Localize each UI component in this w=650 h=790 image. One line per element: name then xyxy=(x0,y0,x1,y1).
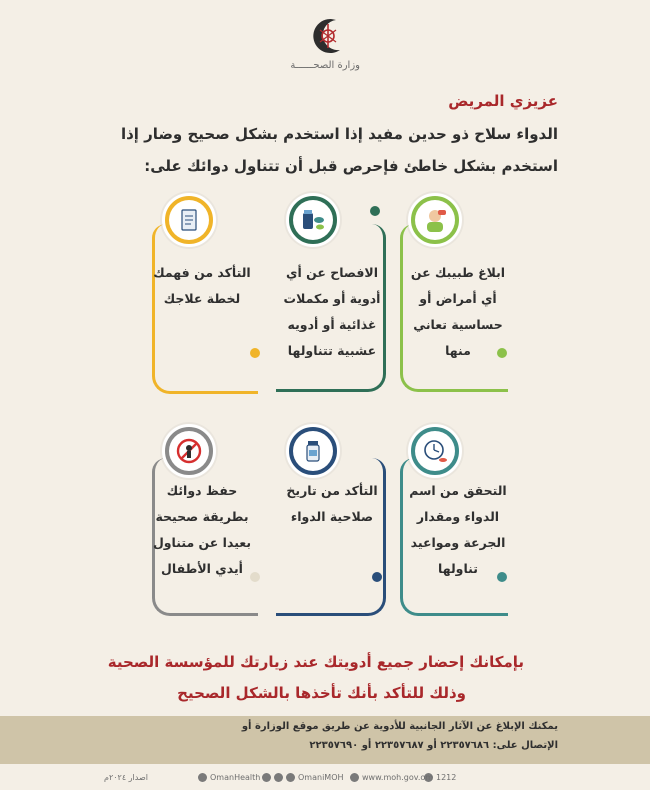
card-badge xyxy=(408,193,462,247)
report-text-line2: الإتصال على: ٢٢٣٥٧٦٨٦ أو ٢٢٣٥٧٦٨٧ أو ٢٢٣٥٧٦٩٠ xyxy=(309,740,558,751)
card-text: التأكد من فهمك لخطة علاجك xyxy=(153,265,251,306)
issue-date xyxy=(104,773,148,782)
crescent-emblem-icon xyxy=(306,14,350,58)
treatment-plan-icon xyxy=(174,205,204,235)
issue-text: اصدار ٢٠٢٤م xyxy=(104,773,148,782)
globe-icon xyxy=(350,773,359,782)
card-text: حفظ دوائك بطريقة صحيحة بعيدا عن متناول أيدي الأطفال xyxy=(152,483,252,576)
no-children-icon xyxy=(174,436,204,466)
social-handle-text: OmanHealth xyxy=(210,773,261,782)
ministry-name: وزارة الصحــــــة xyxy=(290,60,360,71)
instagram-icon xyxy=(286,773,295,782)
card-badge xyxy=(286,424,340,478)
card-badge xyxy=(286,193,340,247)
card-dot xyxy=(250,348,260,358)
card-badge xyxy=(408,424,462,478)
card-dot xyxy=(370,206,380,216)
social-handle-health[interactable] xyxy=(198,773,260,782)
card-badge xyxy=(162,424,216,478)
social-handle-moh[interactable] xyxy=(262,773,344,782)
card-badge xyxy=(162,193,216,247)
card-text: التحقق من اسم الدواء ومقدار الجرعة ومواعيد تناولها xyxy=(409,483,507,576)
intro-text: الدواء سلاح ذو حدين مفيد إذا استخدم بشكل صحيح وضار إذا استخدم بشكل خاطئ فإحرص قبل أن تتناول دوائك على: xyxy=(120,125,558,175)
card-text: ابلاغ طبيبك عن أي أمراض أو حساسية تعاني منها xyxy=(410,265,506,358)
expiry-bottle-icon xyxy=(298,436,328,466)
website-link[interactable] xyxy=(350,773,433,782)
report-text-line1: يمكنك الإبلاغ عن الآثار الجانبية للأدوية عن طريق موقع الوزارة أو xyxy=(241,721,558,732)
facebook-icon xyxy=(198,773,207,782)
ministry-logo xyxy=(290,14,360,84)
greeting: عزيزي المريض xyxy=(448,92,558,110)
twitter-icon xyxy=(274,773,283,782)
youtube-icon xyxy=(262,773,271,782)
footer-message-line2: وذلك للتأكد بأنك تأخذها بالشكل الصحيح xyxy=(177,684,466,702)
website-text: www.moh.gov.om xyxy=(362,773,434,782)
medicine-bottles-icon xyxy=(298,205,328,235)
card-text: التأكد من تاريخ صلاحية الدواء xyxy=(286,483,378,524)
social-handle-text: OmaniMOH xyxy=(298,773,344,782)
doctor-icon xyxy=(420,205,450,235)
card-text: الافصاح عن أي أدوية أو مكملات غذائية أو أدويه عشبية تتناولها xyxy=(283,265,381,358)
contact-bar xyxy=(0,768,650,790)
clock-pills-icon xyxy=(420,436,450,466)
hotline-number: 1212 xyxy=(436,773,457,782)
footer-message-line1: بإمكانك إحضار جميع أدويتك عند زيارتك للمؤسسة الصحية xyxy=(107,653,524,671)
card-dot xyxy=(372,572,382,582)
